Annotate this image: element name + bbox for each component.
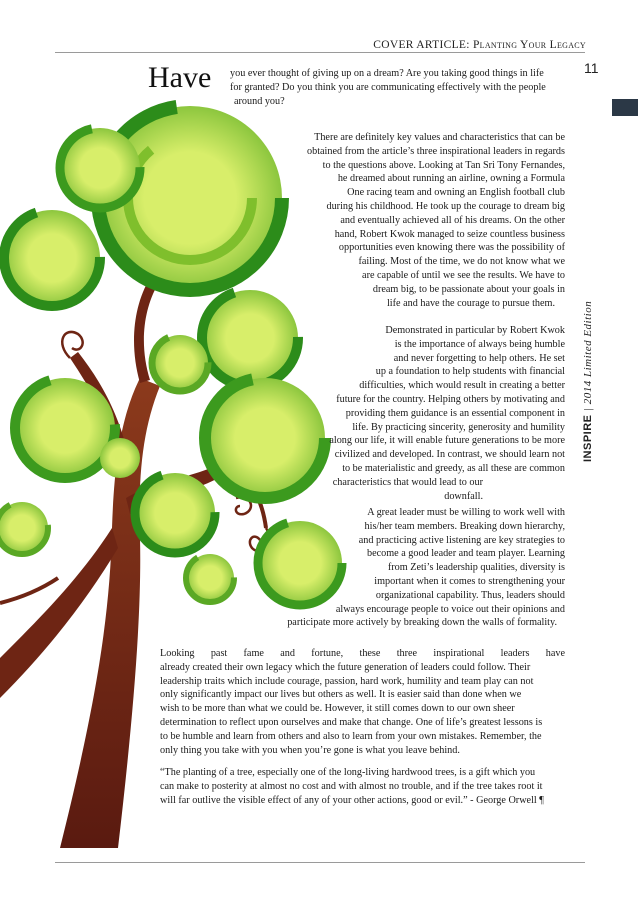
text-line: life and have the courage to pursue them. bbox=[386, 297, 555, 309]
text-line: are capable of until we see the results. We have to bbox=[362, 269, 565, 281]
sidebar-edition: 2014 Limited Edition bbox=[582, 300, 594, 405]
paragraph-leaders bbox=[250, 131, 565, 310]
text-line: can make to posterity at almost no cost and with almost no trouble, and if the tree takes root it bbox=[160, 780, 543, 792]
text-line: from Zeti’s leadership qualities, diversity is bbox=[387, 562, 565, 574]
text-line: up a foundation to help students with financial bbox=[375, 366, 565, 378]
text-line: participate more actively by breaking down the walls of formality. bbox=[287, 617, 557, 629]
text-line: during his childhood. He took up the courage to dream big bbox=[326, 200, 565, 212]
text-line: and never forgetting to help others. He set bbox=[393, 352, 565, 364]
text-line: only significantly impact our lives but others as well. It is easier said than done when we bbox=[160, 689, 522, 701]
page-number: 11 bbox=[584, 60, 599, 76]
sidebar-label bbox=[582, 262, 622, 462]
sidebar-separator: | bbox=[582, 408, 594, 411]
text-line: civilized and developed. In contrast, we should learn not bbox=[334, 449, 565, 461]
drop-word: Have bbox=[148, 61, 212, 94]
top-rule bbox=[55, 52, 585, 53]
running-header bbox=[373, 39, 586, 51]
text-line: obtained from the article’s three inspirational leaders in regards bbox=[307, 145, 565, 157]
text-line: determination to reflect upon ourselves and make that change. One of life’s greatest lessons is bbox=[160, 716, 543, 728]
text-line: important when it comes to strengthening your bbox=[374, 575, 565, 587]
text-line: life. By practicing sincerity, generosity and humility bbox=[352, 421, 565, 433]
text-line: A great leader must be willing to work well with bbox=[367, 507, 565, 518]
text-line: for granted? Do you think you are communicating effectively with the people bbox=[230, 81, 546, 93]
text-line: difficulties, which would result in creating a better bbox=[359, 380, 565, 392]
paragraph-humility bbox=[300, 324, 565, 503]
text-line: along our life, it will enable future generations to be more bbox=[329, 435, 565, 447]
text-line: become a good leader and team player. Learning bbox=[367, 548, 565, 560]
paragraph-legacy bbox=[160, 647, 565, 757]
text-line: providing them guidance is an essential component in bbox=[345, 407, 565, 419]
text-line: already created their own legacy which the future generation of leaders could follow. Their bbox=[160, 661, 531, 673]
header-section: COVER ARTICLE: bbox=[373, 39, 470, 51]
text-line: is the importance of always being humble bbox=[394, 338, 565, 350]
text-line: Looking past fame and fortune, these three inspirational leaders have bbox=[160, 648, 565, 659]
text-line: “The planting of a tree, especially one of the long-living hardwood trees, is a gift which you bbox=[160, 767, 536, 778]
bottom-rule bbox=[55, 862, 585, 863]
text-line: Demonstrated in particular by Robert Kwok bbox=[385, 325, 565, 336]
text-line: There are definitely key values and characteristics that can be bbox=[314, 132, 565, 143]
text-line: organizational capability. Thus, leaders should bbox=[375, 589, 565, 601]
sidebar-text bbox=[582, 301, 594, 462]
edge-tab bbox=[612, 99, 638, 116]
text-line: failing. Most of the time, we do not know what we bbox=[358, 256, 565, 268]
sidebar-brand: INSPIRE bbox=[582, 414, 594, 462]
text-line: you ever thought of giving up on a dream? Are you taking good things in life bbox=[230, 68, 544, 79]
text-line: opportunities even knowing there was the possibility of bbox=[338, 242, 565, 254]
intro-paragraph bbox=[230, 67, 565, 108]
text-line: future for the country. Helping others by motivating and bbox=[336, 393, 565, 405]
text-line: dream big, to be passionate about your goals in bbox=[372, 283, 565, 295]
text-line: will far outlive the visible effect of any of your other actions, good or evil.” - George Orwell ¶ bbox=[160, 794, 544, 806]
text-line: to the questions above. Looking at Tan Sri Tony Fernandes, bbox=[322, 159, 565, 171]
text-line: only thing you take with you when you’re gone is what you leave behind. bbox=[160, 744, 460, 756]
text-line: characteristics that would lead to our downfall. bbox=[332, 476, 483, 502]
text-line: he dreamed about running an airline, owning a Formula bbox=[337, 173, 565, 185]
text-line: wish to be more than what we could be. However, it still comes down to our own sheer bbox=[160, 703, 515, 715]
text-line: to be materialistic and greedy, as all these are common bbox=[342, 462, 565, 474]
text-line: and eventually achieved all of his dreams. On the other bbox=[340, 214, 565, 226]
text-line: always encourage people to voice out their opinions and bbox=[335, 603, 565, 615]
text-line: and practicing active listening are key strategies to bbox=[358, 534, 565, 546]
text-line: hand, Robert Kwok managed to seize countless business bbox=[334, 228, 565, 240]
header-title: Planting Your Legacy bbox=[472, 39, 586, 51]
orwell-quote bbox=[160, 766, 570, 807]
paragraph-teamwork bbox=[262, 506, 565, 630]
text-line: his/her team members. Breaking down hierarchy, bbox=[364, 520, 565, 532]
text-line: to be humble and learn from others and also to learn from your own mistakes. Remember, the bbox=[160, 730, 542, 742]
text-line: around you? bbox=[234, 95, 285, 107]
text-line: One racing team and owning an English football club bbox=[347, 187, 565, 199]
text-line: leadership traits which include courage, passion, hard work, humility and team play can not bbox=[160, 675, 534, 687]
